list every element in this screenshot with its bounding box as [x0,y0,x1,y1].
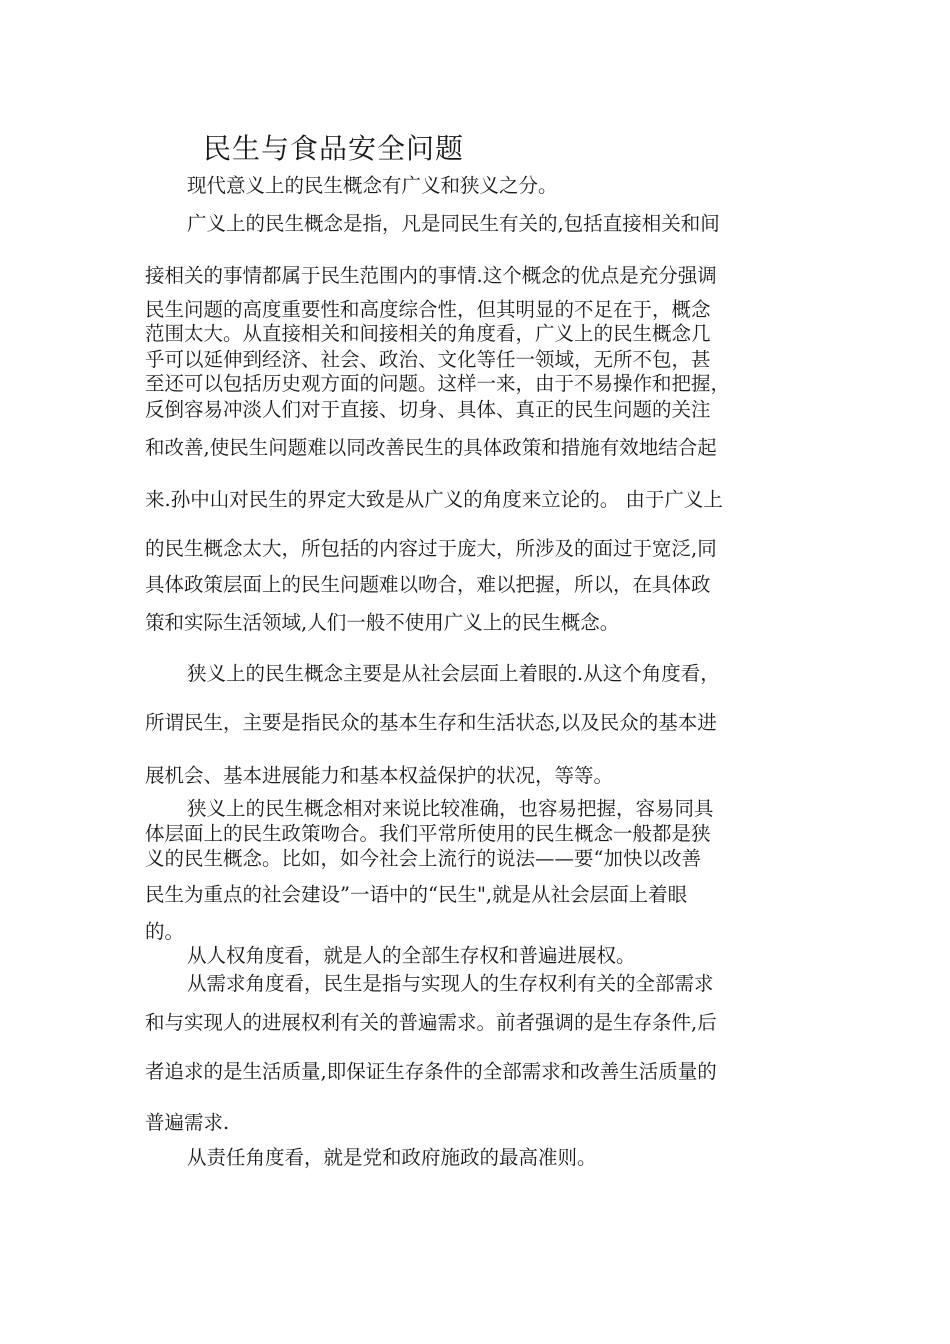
paragraph-line: 广义上的民生概念是指，凡是同民生有关的,包括直接相关和间 [187,212,720,235]
paragraph-line: 的民生概念太大，所包括的内容过于庞大，所涉及的面过于宽泛,同 [145,537,717,560]
paragraph-line: 义的民生概念。比如，如今社会上流行的说法——要“加快以改善 [145,847,701,870]
paragraph-line: 普遍需求. [145,1111,230,1134]
paragraph-line: 体层面上的民生政策吻合。我们平常所使用的民生概念一般都是狭 [145,822,711,845]
paragraph-line: 展机会、基本进展能力和基本权益保护的状况，等等。 [145,764,614,787]
paragraph-line: 从需求角度看，民生是指与实现人的生存权利有关的全部需求 [187,972,714,995]
paragraph-line: 现代意义上的民生概念有广义和狭义之分。 [187,174,558,197]
paragraph-line: 民生问题的高度重要性和高度综合性，但其明显的不足在于，概念 [145,298,711,321]
paragraph-line: 反倒容易冲淡人们对于直接、切身、具体、真正的民生问题的关注 [145,398,711,421]
paragraph-line: 民生为重点的社会建设”一语中的“民生",就是从社会层面上着眼 [145,883,688,906]
paragraph-line: 具体政策层面上的民生问题难以吻合，难以把握，所以，在具体政 [145,573,711,596]
paragraph-line: 来.孙中山对民生的界定大致是从广义的角度来立论的。 由于广义上 [145,488,723,511]
paragraph-line: 接相关的事情都属于民生范围内的事情.这个概念的优点是充分强调 [145,264,717,287]
paragraph-line: 者追求的是生活质量,即保证生存条件的全部需求和改善生活质量的 [145,1060,717,1083]
paragraph-line: 和改善,使民生问题难以同改善民生的具体政策和措施有效地结合起 [145,436,717,459]
paragraph-line: 狭义上的民生概念相对来说比较准确，也容易把握，容易同具 [187,797,714,820]
paragraph-line: 和与实现人的进展权利有关的普遍需求。前者强调的是生存条件,后 [145,1011,717,1034]
document-title: 民生与食品安全问题 [203,132,465,165]
paragraph-line: 范围太大。从直接相关和间接相关的角度看，广义上的民生概念几 [145,322,711,345]
paragraph-line: 从人权角度看，就是人的全部生存权和普遍进展权。 [187,944,636,967]
paragraph-line: 从责任角度看，就是党和政府施政的最高准则。 [187,1146,597,1169]
paragraph-line: 狭义上的民生概念主要是从社会层面上着眼的.从这个角度看， [187,662,720,685]
paragraph-line: 所谓民生，主要是指民众的基本生存和生活状态,以及民众的基本进 [145,711,717,734]
paragraph-line: 乎可以延伸到经济、社会、政治、文化等任一领域，无所不包，甚 [145,348,711,371]
paragraph-line: 的。 [145,920,185,943]
paragraph-line: 策和实际生活领域,人们一般不使用广义上的民生概念。 [145,611,620,634]
paragraph-line: 至还可以包括历史观方面的问题。这样一来，由于不易操作和把握， [145,372,731,395]
